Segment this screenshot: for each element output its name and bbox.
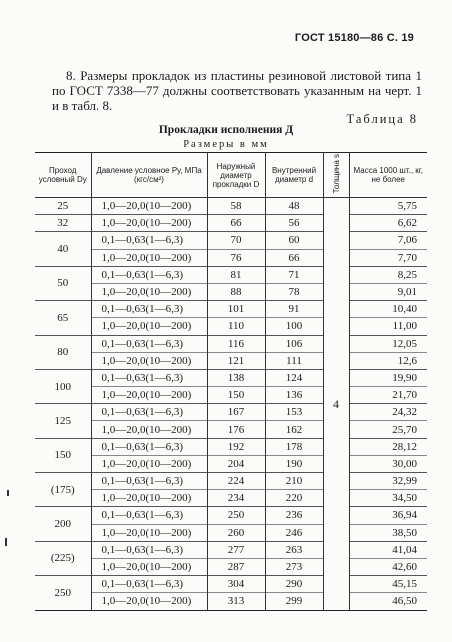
pressure-cell: 1,0—20,0(10—200): [91, 352, 207, 369]
inner-diameter-cell: 124: [265, 369, 323, 386]
size-cell: 125: [35, 404, 91, 438]
inner-diameter-cell: 263: [265, 541, 323, 558]
pressure-cell: 1,0—20,0(10—200): [91, 593, 207, 610]
inner-diameter-cell: 153: [265, 404, 323, 421]
table-row: [35, 352, 427, 369]
mass-cell: 7,06: [349, 232, 427, 249]
inner-diameter-cell: 106: [265, 335, 323, 352]
pressure-cell: 1,0—20,0(10—200): [91, 455, 207, 472]
table-row: [35, 266, 427, 283]
table-title: Прокладки исполнения Д: [158, 124, 294, 136]
inner-diameter-cell: 178: [265, 438, 323, 455]
col-header-inner-diameter: Внутренний диаметр d: [265, 153, 323, 198]
thickness-header-label: Толщина s: [331, 154, 341, 194]
table-row: [35, 593, 427, 610]
pressure-cell: 0,1—0,63(1—6,3): [91, 438, 207, 455]
outer-diameter-cell: 304: [207, 576, 265, 593]
table-row: [35, 524, 427, 541]
size-cell: 32: [35, 215, 91, 232]
paragraph-text: 8. Размеры прокладок из пластины резиновой листовой типа 1 по ГОСТ 7338—77 должны соответствовать указанным на черт. 1 и в табл. 8.: [52, 68, 422, 113]
col-header-mass: Масса 1000 шт., кг, не более: [349, 153, 427, 198]
outer-diameter-cell: 204: [207, 455, 265, 472]
mass-cell: 25,70: [349, 421, 427, 438]
table-label: Таблица 8: [346, 112, 418, 126]
inner-diameter-cell: 78: [265, 283, 323, 300]
pressure-cell: 0,1—0,63(1—6,3): [91, 335, 207, 352]
mass-cell: 10,40: [349, 301, 427, 318]
mass-cell: 11,00: [349, 318, 427, 335]
mass-cell: 42,60: [349, 558, 427, 575]
pressure-cell: 1,0—20,0(10—200): [91, 490, 207, 507]
mass-cell: 28,12: [349, 438, 427, 455]
table-subtitle: Размеры в мм: [183, 139, 269, 150]
pressure-cell: 0,1—0,63(1—6,3): [91, 404, 207, 421]
inner-diameter-cell: 246: [265, 524, 323, 541]
outer-diameter-cell: 101: [207, 301, 265, 318]
mass-cell: 46,50: [349, 593, 427, 610]
inner-diameter-cell: 290: [265, 576, 323, 593]
outer-diameter-cell: 260: [207, 524, 265, 541]
mass-cell: 34,50: [349, 490, 427, 507]
size-cell: 200: [35, 507, 91, 541]
mass-cell: 38,50: [349, 524, 427, 541]
thickness-cell: 4: [323, 198, 349, 611]
inner-diameter-cell: 71: [265, 266, 323, 283]
size-cell: (225): [35, 541, 91, 575]
table-row: [35, 318, 427, 335]
pressure-cell: 1,0—20,0(10—200): [91, 249, 207, 266]
col-header-pressure: Давление условное Pу, МПа (кгс/см²): [91, 153, 207, 198]
outer-diameter-cell: 176: [207, 421, 265, 438]
outer-diameter-cell: 110: [207, 318, 265, 335]
table-row: [35, 438, 427, 455]
inner-diameter-cell: 210: [265, 473, 323, 490]
pressure-cell: 0,1—0,63(1—6,3): [91, 232, 207, 249]
size-cell: (175): [35, 473, 91, 507]
col-header-size: Проход условный Dу: [35, 153, 91, 198]
pressure-cell: 1,0—20,0(10—200): [91, 387, 207, 404]
table-row: [35, 369, 427, 386]
table-row: [35, 198, 427, 215]
outer-diameter-cell: 70: [207, 232, 265, 249]
outer-diameter-cell: 58: [207, 198, 265, 215]
mass-cell: 8,25: [349, 266, 427, 283]
table-row: [35, 541, 427, 558]
outer-diameter-cell: 88: [207, 283, 265, 300]
size-cell: 250: [35, 576, 91, 610]
page-header: ГОСТ 15180—86 С. 19: [294, 32, 414, 44]
col-header-outer-diameter: Наружный диаметр прокладки D: [207, 153, 265, 198]
pressure-cell: 1,0—20,0(10—200): [91, 283, 207, 300]
size-cell: 100: [35, 369, 91, 403]
size-cell: 25: [35, 198, 91, 215]
table-row: [35, 558, 427, 575]
outer-diameter-cell: 287: [207, 558, 265, 575]
inner-diameter-cell: 273: [265, 558, 323, 575]
pressure-cell: 1,0—20,0(10—200): [91, 558, 207, 575]
inner-diameter-cell: 220: [265, 490, 323, 507]
mass-cell: 9,01: [349, 283, 427, 300]
size-cell: 40: [35, 232, 91, 266]
mass-cell: 12,6: [349, 352, 427, 369]
table-row: [35, 301, 427, 318]
outer-diameter-cell: 224: [207, 473, 265, 490]
inner-diameter-cell: 111: [265, 352, 323, 369]
table-row: [35, 249, 427, 266]
outer-diameter-cell: 150: [207, 387, 265, 404]
table-header-row: [35, 153, 427, 198]
mass-cell: 19,90: [349, 369, 427, 386]
mass-cell: 21,70: [349, 387, 427, 404]
pressure-cell: 0,1—0,63(1—6,3): [91, 541, 207, 558]
inner-diameter-cell: 190: [265, 455, 323, 472]
mass-cell: 36,94: [349, 507, 427, 524]
pressure-cell: 0,1—0,63(1—6,3): [91, 369, 207, 386]
table-row: [35, 576, 427, 593]
outer-diameter-cell: 167: [207, 404, 265, 421]
table-row: [35, 215, 427, 232]
inner-diameter-cell: 60: [265, 232, 323, 249]
pressure-cell: 1,0—20,0(10—200): [91, 215, 207, 232]
inner-diameter-cell: 91: [265, 301, 323, 318]
pressure-cell: 1,0—20,0(10—200): [91, 318, 207, 335]
table-row: [35, 232, 427, 249]
margin-mark: [5, 538, 7, 546]
mass-cell: 12,05: [349, 335, 427, 352]
outer-diameter-cell: 313: [207, 593, 265, 610]
mass-cell: 41,04: [349, 541, 427, 558]
table-row: [35, 421, 427, 438]
pressure-cell: 1,0—20,0(10—200): [91, 524, 207, 541]
table-row: [35, 507, 427, 524]
body-paragraph: [52, 68, 422, 113]
inner-diameter-cell: 100: [265, 318, 323, 335]
outer-diameter-cell: 76: [207, 249, 265, 266]
inner-diameter-cell: 66: [265, 249, 323, 266]
table-row: [35, 473, 427, 490]
pressure-cell: 0,1—0,63(1—6,3): [91, 301, 207, 318]
outer-diameter-cell: 250: [207, 507, 265, 524]
size-cell: 50: [35, 266, 91, 300]
outer-diameter-cell: 116: [207, 335, 265, 352]
table-row: [35, 335, 427, 352]
table-row: [35, 283, 427, 300]
outer-diameter-cell: 277: [207, 541, 265, 558]
mass-cell: 6,62: [349, 215, 427, 232]
table-row: [35, 404, 427, 421]
table-row: [35, 490, 427, 507]
outer-diameter-cell: 121: [207, 352, 265, 369]
mass-cell: 32,99: [349, 473, 427, 490]
size-cell: 80: [35, 335, 91, 369]
outer-diameter-cell: 192: [207, 438, 265, 455]
outer-diameter-cell: 66: [207, 215, 265, 232]
size-cell: 150: [35, 438, 91, 472]
mass-cell: 7,70: [349, 249, 427, 266]
inner-diameter-cell: 236: [265, 507, 323, 524]
table-row: [35, 387, 427, 404]
pressure-cell: 0,1—0,63(1—6,3): [91, 473, 207, 490]
size-cell: 65: [35, 301, 91, 335]
margin-mark: [7, 490, 9, 496]
inner-diameter-cell: 162: [265, 421, 323, 438]
inner-diameter-cell: 299: [265, 593, 323, 610]
inner-diameter-cell: 56: [265, 215, 323, 232]
outer-diameter-cell: 138: [207, 369, 265, 386]
inner-diameter-cell: 136: [265, 387, 323, 404]
mass-cell: 24,32: [349, 404, 427, 421]
gasket-dimensions-table: [35, 152, 427, 611]
pressure-cell: 0,1—0,63(1—6,3): [91, 576, 207, 593]
pressure-cell: 1,0—20,0(10—200): [91, 198, 207, 215]
outer-diameter-cell: 234: [207, 490, 265, 507]
pressure-cell: 0,1—0,63(1—6,3): [91, 507, 207, 524]
mass-cell: 30,00: [349, 455, 427, 472]
pressure-cell: 1,0—20,0(10—200): [91, 421, 207, 438]
outer-diameter-cell: 81: [207, 266, 265, 283]
mass-cell: 5,75: [349, 198, 427, 215]
col-header-thickness: [323, 153, 349, 198]
table-row: [35, 455, 427, 472]
mass-cell: 45,15: [349, 576, 427, 593]
pressure-cell: 0,1—0,63(1—6,3): [91, 266, 207, 283]
inner-diameter-cell: 48: [265, 198, 323, 215]
